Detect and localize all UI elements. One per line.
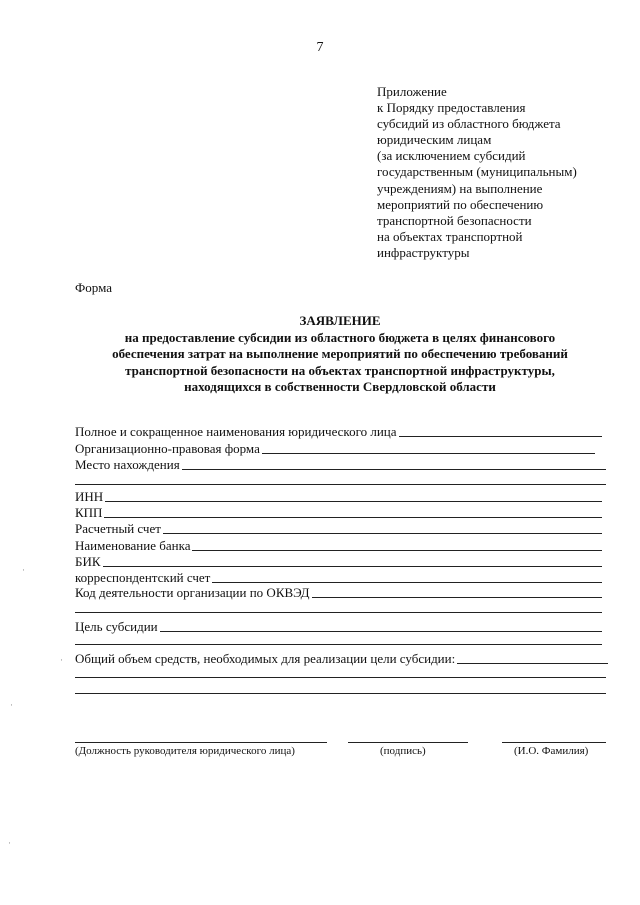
scan-speck: ·: [22, 565, 25, 575]
bank-name-field[interactable]: [75, 537, 602, 554]
bank-name-label: Наименование банка: [75, 538, 191, 553]
account-label: Расчетный счет: [75, 521, 161, 536]
appendix-line: государственным (муниципальным): [377, 164, 577, 180]
full-name-field[interactable]: [75, 423, 602, 440]
location-continuation-line[interactable]: [75, 484, 606, 485]
position-signature-line[interactable]: [75, 742, 327, 743]
purpose-label: Цель субсидии: [75, 619, 158, 634]
location-field[interactable]: [75, 456, 606, 473]
scan-speck: ·: [60, 655, 63, 665]
okved-field[interactable]: [75, 584, 602, 601]
form-label: Форма: [75, 280, 112, 295]
title-heading: ЗАЯВЛЕНИЕ: [299, 313, 381, 328]
total-amount-line-2[interactable]: [75, 677, 606, 678]
full-name-label: Полное и сокращенное наименования юридического лица: [75, 424, 397, 439]
signature-caption: (подпись): [380, 745, 426, 757]
appendix-line: субсидий из областного бюджета: [377, 116, 561, 132]
scan-speck: ·: [10, 700, 13, 710]
title-line: находящихся в собственности Свердловской области: [184, 379, 496, 394]
purpose-field[interactable]: [75, 618, 602, 635]
inn-label: ИНН: [75, 489, 104, 504]
appendix-line: (за исключением субсидий: [377, 148, 526, 164]
name-signature-line[interactable]: [502, 742, 606, 743]
scan-speck: ·: [8, 838, 11, 848]
signature-line[interactable]: [348, 742, 468, 743]
legal-form-label: Организационно-правовая форма: [75, 441, 260, 456]
appendix-line: мероприятий по обеспечению: [377, 196, 544, 212]
appendix-line: на объектах транспортной: [377, 228, 523, 244]
account-field[interactable]: [75, 520, 602, 537]
total-amount-line-3[interactable]: [75, 693, 606, 694]
document-title: [40, 313, 640, 396]
inn-field[interactable]: [75, 488, 602, 505]
appendix-line: транспортной безопасности: [377, 212, 532, 228]
title-line: обеспечения затрат на выполнение мероприятий по обеспечению требований: [112, 346, 568, 361]
appendix-line: Приложение: [377, 84, 447, 99]
name-caption: (И.О. Фамилия): [514, 745, 589, 757]
total-amount-label: Общий объем средств, необходимых для реализации цели субсидии:: [75, 651, 456, 666]
bik-label: БИК: [75, 554, 101, 569]
kpp-field[interactable]: [75, 504, 602, 521]
location-label: Место нахождения: [75, 457, 180, 472]
appendix-line: инфраструктуры: [377, 244, 470, 260]
page-number: 7: [316, 40, 324, 55]
kpp-label: КПП: [75, 505, 103, 520]
title-line: на предоставление субсидии из областного бюджета в целях финансового: [124, 329, 556, 345]
okved-label: Код деятельности организации по ОКВЭД: [75, 585, 310, 600]
bik-field[interactable]: [75, 553, 602, 570]
total-amount-field[interactable]: [75, 650, 608, 667]
appendix-line: к Порядку предоставления: [377, 100, 526, 116]
appendix-note: [377, 84, 617, 261]
title-line: транспортной безопасности на объектах транспортной инфраструктуры,: [125, 362, 555, 378]
purpose-continuation-line[interactable]: [75, 644, 602, 645]
corr-account-label: корреспондентский счет: [75, 570, 211, 585]
position-caption: (Должность руководителя юридического лица): [75, 745, 295, 757]
appendix-line: учреждениям) на выполнение: [377, 180, 543, 196]
legal-form-field[interactable]: [75, 440, 595, 457]
appendix-line: юридическим лицам: [377, 132, 492, 148]
okved-continuation-line[interactable]: [75, 612, 602, 613]
